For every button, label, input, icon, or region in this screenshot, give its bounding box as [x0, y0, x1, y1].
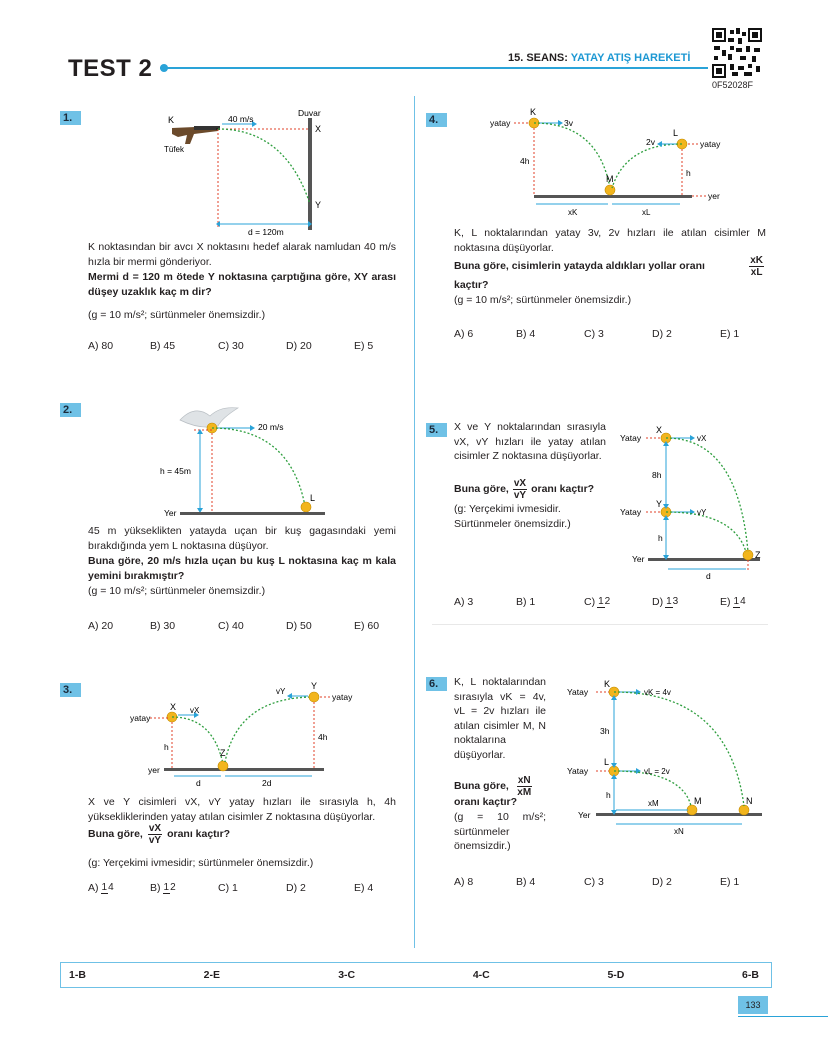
q4-note: (g = 10 m/s²; sürtünmeler önemsizdir.): [454, 294, 632, 306]
q4-question-tail: kaçtır?: [454, 279, 489, 291]
q3-label-yatay-left: yatay: [130, 713, 151, 723]
q6-option-d[interactable]: D) 2: [652, 876, 672, 888]
q3-label-ground: yer: [148, 765, 160, 775]
answer-1: 1-B: [69, 969, 86, 981]
q5-ratio-num: vX: [513, 478, 527, 489]
q4-option-e[interactable]: E) 1: [720, 328, 740, 340]
q6-label-m: M: [694, 796, 702, 806]
q4-label-l: L: [673, 128, 679, 138]
question-number-2: 2.: [60, 403, 81, 417]
q5-ratio-den: vY: [513, 490, 527, 501]
q3-ratio: [148, 823, 162, 846]
column-divider: [414, 96, 415, 948]
q3-option-b[interactable]: B) 12: [150, 882, 176, 894]
q1-label-x: X: [315, 124, 322, 134]
q1-label-y: Y: [315, 200, 322, 210]
session-topic: YATAY ATIŞ HAREKETİ: [570, 52, 691, 64]
q1-note: (g = 10 m/s²; sürtünmeler önemsizdir.): [88, 309, 266, 321]
q1-option-a[interactable]: A) 80: [88, 340, 114, 352]
q3-label-4h: 4h: [318, 732, 328, 742]
question-number-4: 4.: [426, 113, 447, 127]
q5-options: [454, 596, 748, 608]
q5-option-b[interactable]: B) 1: [516, 596, 536, 609]
q4-option-d[interactable]: D) 2: [652, 328, 672, 340]
q3-label-y: Y: [311, 681, 318, 691]
q2-options: [88, 620, 379, 632]
q3-question-pre: Buna göre,: [88, 828, 143, 841]
q5-label-d: d: [706, 571, 711, 581]
q4-ratio-num: xK: [750, 255, 763, 266]
page-number: 133: [738, 996, 768, 1014]
q5-label-vx: vX: [697, 434, 707, 443]
q3-option-e[interactable]: E) 4: [354, 882, 374, 895]
q3-ratio-den: vY: [148, 835, 162, 846]
q5-label-vy: vY: [697, 508, 707, 517]
q6-diagram: [564, 678, 768, 838]
q4-options: [454, 328, 739, 340]
q6-ratio: [517, 775, 532, 798]
q3-label-x: X: [170, 702, 177, 712]
q6-ratio-num: xN: [517, 775, 531, 786]
q5-label-yatay-2: Yatay: [620, 507, 642, 517]
q1-option-b[interactable]: B) 45: [150, 340, 176, 352]
q6-label-xn: xN: [674, 827, 684, 836]
q2-note: (g = 10 m/s²; sürtünmeler önemsizdir.): [88, 585, 266, 597]
q5-option-a[interactable]: A) 3: [454, 596, 474, 609]
q5-separator: [432, 624, 768, 625]
q4-label-2v: 2v: [646, 137, 655, 147]
q2-label-speed: 20 m/s: [258, 422, 284, 432]
q4-question-text: Buna göre, cisimlerin yatayda aldıkları yollar oranı: [454, 260, 705, 273]
q1-label-speed: 40 m/s: [228, 114, 254, 124]
answer-5: 5-D: [607, 969, 625, 981]
q3-label-vx: vX: [190, 706, 200, 715]
q6-ratio-den: xM: [517, 787, 532, 798]
q1-label-gun: Tüfek: [164, 145, 185, 154]
q5-option-d[interactable]: D) 13: [652, 596, 679, 608]
q1-label-distance: d = 120m: [248, 227, 284, 237]
q2-option-e[interactable]: E) 60: [354, 620, 380, 632]
q2-label-l: L: [310, 493, 316, 503]
q3-options: [88, 882, 373, 894]
q1-option-e[interactable]: E) 5: [354, 340, 374, 352]
header-rule: [160, 67, 708, 69]
q3-label-z: Z: [220, 748, 226, 758]
q1-diagram: [150, 104, 340, 240]
q2-intro: 45 m yükseklikten yatayda uçan bir kuş gagasındaki yemi bırakdığında yem L noktasına düşüyor.: [88, 525, 396, 552]
answer-4: 4-C: [472, 969, 490, 981]
q4-ratio: [749, 255, 764, 278]
q2-option-d[interactable]: D) 50: [286, 620, 312, 632]
q3-label-yatay-right: yatay: [332, 692, 353, 702]
session-prefix: 15. SEANS:: [508, 52, 568, 64]
qr-code-icon[interactable]: [712, 28, 762, 78]
q4-intro: K, L noktalarından yatay 3v, 2v hızları ile atılan cisimler M noktasına düşüyorlar.: [454, 227, 766, 254]
q2-option-b[interactable]: B) 30: [150, 620, 176, 632]
q6-option-b[interactable]: B) 4: [516, 876, 536, 888]
rifle-icon: [172, 126, 220, 144]
q3-label-h: h: [164, 742, 169, 752]
q5-note: (g: Yerçekimi ivmesidir. Sürtünmeler önemsizdir.): [454, 503, 571, 530]
q5-option-c[interactable]: C) 12: [584, 596, 611, 608]
q6-label-3h: 3h: [600, 726, 610, 736]
q5-label-ground: Yer: [632, 554, 645, 564]
q6-label-ground: Yer: [578, 810, 591, 820]
q4-label-xk: xK: [568, 208, 578, 217]
q3-diagram: [128, 680, 378, 790]
q2-option-c[interactable]: C) 40: [218, 620, 244, 632]
q6-label-k: K: [604, 679, 611, 689]
q4-label-h: h: [686, 168, 691, 178]
q3-ratio-num: vX: [148, 823, 162, 834]
q3-label-vy: vY: [276, 687, 286, 696]
q5-label-y: Y: [656, 499, 663, 509]
q6-option-a[interactable]: A) 8: [454, 876, 474, 888]
q1-label-k: K: [168, 115, 175, 125]
q6-label-yatay-1: Yatay: [567, 687, 589, 697]
q4-label-k: K: [530, 107, 537, 117]
q2-label-height: h = 45m: [160, 466, 191, 476]
q5-question-post: oranı kaçtır?: [531, 483, 595, 496]
question-number-5: 5.: [426, 423, 447, 437]
q6-note: (g = 10 m/s²; sürtünmeler önemsizdir.): [454, 811, 546, 852]
q6-label-l: L: [604, 757, 610, 767]
q4-label-yatay-right: yatay: [700, 139, 721, 149]
q4-label-ground: yer: [708, 191, 720, 201]
q6-label-n: N: [746, 796, 753, 806]
q6-option-e[interactable]: E) 1: [720, 876, 740, 888]
q3-question: [88, 823, 396, 846]
question-number-6: 6.: [426, 677, 447, 691]
q6-intro: K, L noktalarından sırasıyla vK = 4v, vL = 2v hızları ile atılan cisimler M, N noktalarına düşüyorlar.: [454, 676, 546, 761]
q3-question-post: oranı kaçtır?: [167, 828, 231, 841]
q5-label-x: X: [656, 425, 663, 435]
q2-label-ground: Yer: [164, 508, 177, 518]
session-title: [508, 52, 690, 64]
q4-diagram: [486, 104, 736, 220]
q6-options: [454, 876, 739, 888]
q6-option-c[interactable]: C) 3: [584, 876, 604, 888]
answer-key: [60, 962, 772, 988]
q5-label-z: Z: [755, 550, 761, 560]
q5-question: [454, 478, 606, 501]
page-number-rule: [738, 1016, 828, 1017]
q4-option-a[interactable]: A) 6: [454, 328, 474, 340]
q1-label-wall: Duvar: [298, 108, 321, 118]
q6-question-post: oranı kaçtır?: [454, 796, 518, 808]
q1-question: Mermi d = 120 m ötede Y noktasına çarptığına göre, XY arası düşey uzaklık kaç m dir?: [88, 271, 396, 298]
q5-ratio: [513, 478, 527, 501]
q2-option-a[interactable]: A) 20: [88, 620, 114, 632]
q6-label-h: h: [606, 790, 611, 800]
q1-intro: K noktasından bir avcı X noktasını hedef alarak namludan 40 m/s hızla bir mermi gönderiyor.: [88, 241, 396, 268]
q5-label-8h: 8h: [652, 470, 662, 480]
q3-label-d: d: [196, 778, 201, 788]
q4-label-4h: 4h: [520, 156, 530, 166]
q1-option-c[interactable]: C) 30: [218, 340, 244, 352]
q6-label-vl: vL = 2v: [644, 767, 670, 776]
test-title: TEST 2: [68, 55, 153, 82]
q3-option-a[interactable]: A) 14: [88, 882, 114, 894]
q4-option-c[interactable]: C) 3: [584, 328, 604, 340]
q5-option-e[interactable]: E) 14: [720, 596, 746, 608]
q3-option-d[interactable]: D) 2: [286, 882, 306, 895]
q3-note: (g: Yerçekimi ivmesidir; sürtünmeler önemsizdir.): [88, 857, 314, 869]
q4-ratio-den: xL: [750, 267, 763, 278]
q5-intro: X ve Y noktalarından sırasıyla vX, vY hızları ile yatay atılan cisimler Z noktasına düşüyorlar.: [454, 421, 606, 462]
question-number-3: 3.: [60, 683, 81, 697]
q4-label-m: M: [606, 174, 614, 184]
q4-label-yatay-left: yatay: [490, 118, 511, 128]
q5-diagram: [610, 424, 768, 584]
q3-label-2d: 2d: [262, 778, 272, 788]
q1-option-d[interactable]: D) 20: [286, 340, 312, 352]
q6-label-vk: vK = 4v: [644, 688, 671, 697]
answer-6: 6-B: [742, 969, 759, 981]
q4-label-xl: xL: [642, 208, 651, 217]
q2-diagram: [150, 400, 350, 520]
question-number-1: 1.: [60, 111, 81, 125]
q1-options: [88, 340, 373, 352]
answer-3: 3-C: [338, 969, 356, 981]
q4-option-b[interactable]: B) 4: [516, 328, 536, 340]
q4-label-3v: 3v: [564, 118, 573, 128]
answer-2: 2-E: [203, 969, 220, 981]
q2-question: Buna göre, 20 m/s hızla uçan bu kuş L noktasına kaç m kala yemini bırakmıştır?: [88, 555, 396, 582]
q5-question-pre: Buna göre,: [454, 483, 509, 496]
q5-label-yatay-1: Yatay: [620, 433, 642, 443]
q6-label-yatay-2: Yatay: [567, 766, 589, 776]
q4-question: [454, 255, 766, 278]
q3-option-c[interactable]: C) 1: [218, 882, 238, 895]
q6-label-xm: xM: [648, 799, 659, 808]
q5-label-h: h: [658, 533, 663, 543]
q6-question-pre: Buna göre,: [454, 780, 509, 793]
qr-code-id: 0F52028F: [712, 80, 754, 90]
q3-intro: X ve Y cisimleri vX, vY yatay hızları ile sırasıyla h, 4h yüksekliklerinden yatay atılan cisimler Z noktasına düşüyorlar.: [88, 796, 396, 823]
